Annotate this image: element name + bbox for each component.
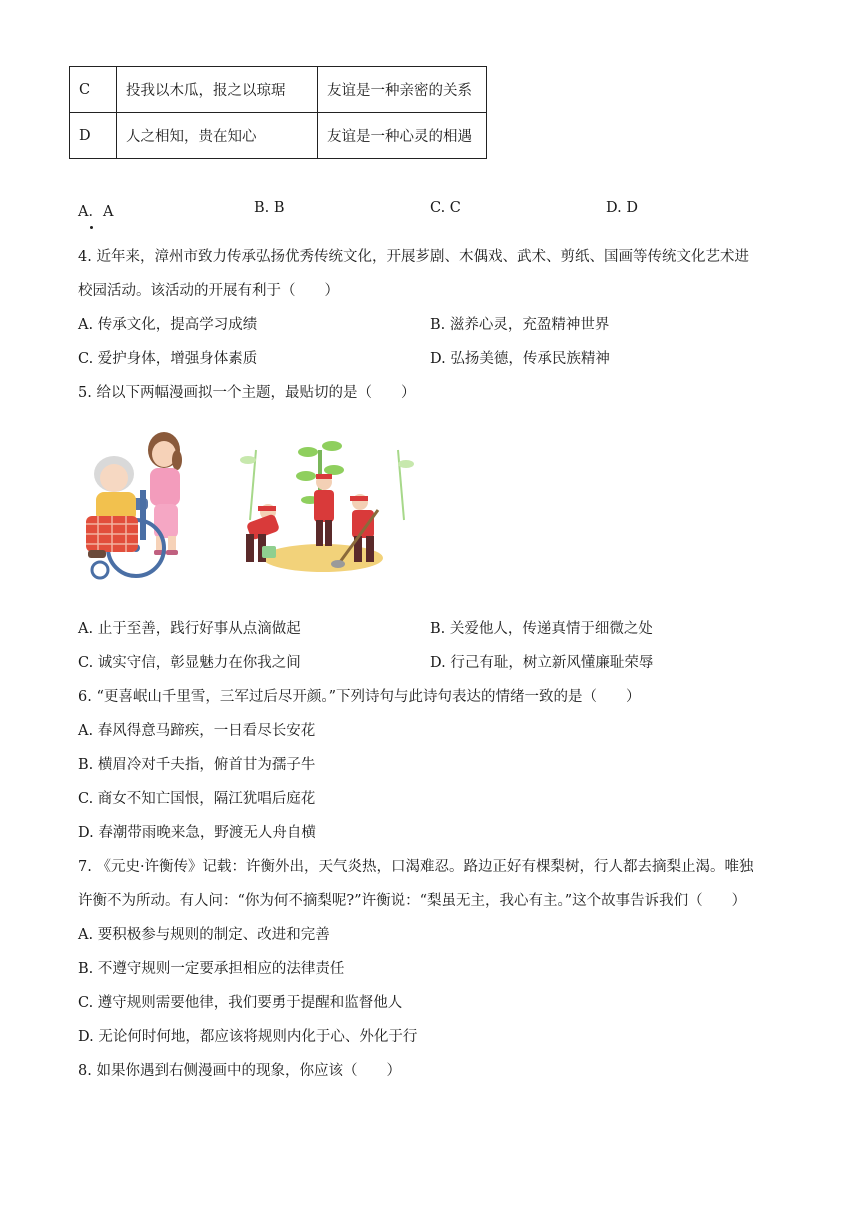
q7-option-d[interactable]: D. 无论何时何地，都应该将规则内化于心、外化于行 — [78, 1029, 418, 1045]
q8-stem: 8. 如果你遇到右侧漫画中的现象，你应该（ ） — [78, 1063, 401, 1079]
q3-option-d[interactable]: D. D — [606, 200, 638, 216]
q4-stem-line2: 校园活动。该活动的开展有利于（ ） — [78, 283, 339, 299]
q7-option-a[interactable]: A. 要积极参与规则的制定、改进和完善 — [78, 927, 330, 943]
emphasis-dot — [90, 226, 93, 229]
q4-option-d[interactable]: D. 弘扬美德，传承民族精神 — [430, 351, 610, 367]
q4-option-a[interactable]: A. 传承文化，提高学习成绩 — [78, 317, 258, 333]
q3-option-c[interactable]: C. C — [430, 200, 461, 216]
table-cell-letter: D — [70, 113, 117, 159]
q6-option-a[interactable]: A. 春风得意马蹄疾，一日看尽长安花 — [78, 723, 316, 739]
q4-option-c[interactable]: C. 爱护身体，增强身体素质 — [78, 351, 258, 367]
table-cell-letter: C — [70, 67, 117, 113]
q7-stem-line1: 7. 《元史·许衡传》记载：许衡外出，天气炎热，口渴难忍。路边正好有棵梨树，行人都去摘梨止渴。唯独 — [78, 859, 754, 875]
table-cell-meaning: 友谊是一种心灵的相遇 — [318, 113, 487, 159]
q4-stem-line1: 4. 近年来，漳州市致力传承弘扬优秀传统文化，开展芗剧、木偶戏、武术、剪纸、国画等传统文化艺术进 — [78, 249, 749, 265]
table-cell-meaning: 友谊是一种亲密的关系 — [318, 67, 487, 113]
cartoon-tree-planting — [228, 430, 418, 580]
q5-stem: 5. 给以下两幅漫画拟一个主题，最贴切的是（ ） — [78, 385, 416, 401]
table-cell-quote: 投我以木瓜，报之以琼琚 — [117, 67, 318, 113]
q6-option-b[interactable]: B. 横眉冷对千夫指，俯首甘为孺子牛 — [78, 757, 316, 773]
q3-option-a[interactable]: A．A — [78, 204, 114, 220]
q3-option-b[interactable]: B. B — [254, 200, 285, 216]
table-row — [70, 67, 487, 113]
answer-table — [69, 66, 487, 159]
table-cell-quote: 人之相知，贵在知心 — [117, 113, 318, 159]
q6-stem: 6. “更喜岷山千里雪，三军过后尽开颜。”下列诗句与此诗句表达的情绪一致的是（ ） — [78, 689, 641, 705]
q5-option-b[interactable]: B. 关爱他人，传递真情于细微之处 — [430, 621, 653, 637]
q7-stem-line2: 许衡不为所动。有人问：“你为何不摘梨呢?”许衡说：“梨虽无主，我心有主。”这个故事告诉我们（ ） — [78, 893, 747, 909]
q6-option-d[interactable]: D. 春潮带雨晚来急，野渡无人舟自横 — [78, 825, 316, 841]
cartoon-elderly-care — [78, 420, 202, 590]
q4-option-b[interactable]: B. 滋养心灵，充盈精神世界 — [430, 317, 610, 333]
q6-option-c[interactable]: C. 商女不知亡国恨，隔江犹唱后庭花 — [78, 791, 316, 807]
table-row — [70, 113, 487, 159]
q5-option-c[interactable]: C. 诚实守信，彰显魅力在你我之间 — [78, 655, 301, 671]
q5-option-a[interactable]: A. 止于至善，践行好事从点滴做起 — [78, 621, 301, 637]
q7-option-c[interactable]: C. 遵守规则需要他律，我们要勇于提醒和监督他人 — [78, 995, 403, 1011]
q7-option-b[interactable]: B. 不遵守规则一定要承担相应的法律责任 — [78, 961, 345, 977]
q5-option-d[interactable]: D. 行己有耻，树立新风懂廉耻荣辱 — [430, 655, 654, 671]
